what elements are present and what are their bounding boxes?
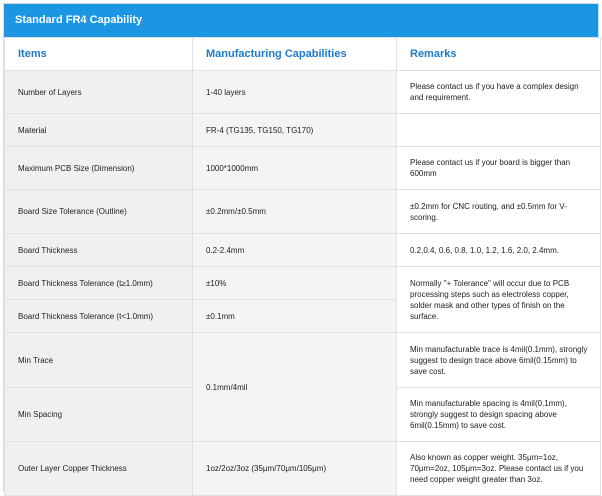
remark-cell: 0.2,0.4, 0.6, 0.8, 1.0, 1.2, 1.6, 2.0, 2.4mm. [397,234,601,267]
item-cell: Maximum PCB Size (Dimension) [5,147,193,190]
capability-table [4,37,601,496]
header-capabilities: Manufacturing Capabilities [193,38,397,71]
capability-table-panel [3,3,599,492]
remark-cell: Min manufacturable spacing is 4mil(0.1mm), strongly suggest to design spacing above 6mil(0.15mm) to save cost. [397,388,601,442]
header-remarks: Remarks [397,38,601,71]
table-row [5,190,601,234]
item-cell: Board Thickness [5,234,193,267]
table-row [5,333,601,388]
item-cell: Material [5,114,193,147]
item-cell: Min Spacing [5,388,193,442]
table-title: Standard FR4 Capability [4,4,598,37]
table-row [5,114,601,147]
item-cell: Board Size Tolerance (Outline) [5,190,193,234]
table-row [5,267,601,300]
table-row [5,442,601,496]
item-cell: Min Trace [5,333,193,388]
capability-cell: 0.2-2.4mm [193,234,397,267]
remark-cell: Please contact us if you have a complex design and requirement. [397,71,601,114]
item-cell: Number of Layers [5,71,193,114]
table-row [5,71,601,114]
capability-cell: ±10% [193,267,397,300]
capability-cell: FR-4 (TG135, TG150, TG170) [193,114,397,147]
remark-cell: Normally "+ Tolerance" will occur due to PCB processing steps such as electroless copper, solder mask and other types of finish on the surface. [397,267,601,333]
table-row [5,147,601,190]
remark-cell: Please contact us if your board is bigger than 600mm [397,147,601,190]
header-row [5,38,601,71]
remark-cell: ±0.2mm for CNC routing, and ±0.5mm for V-scoring. [397,190,601,234]
capability-cell: 0.1mm/4mil [193,333,397,442]
capability-cell: ±0.2mm/±0.5mm [193,190,397,234]
capability-cell: 1oz/2oz/3oz (35μm/70μm/105μm) [193,442,397,496]
capability-cell: ±0.1mm [193,300,397,333]
table-row [5,234,601,267]
remark-cell: Also known as copper weight. 35μm=1oz, 70μm=2oz, 105μm=3oz. Please contact us if you need copper weight greater than 3oz. [397,442,601,496]
remark-cell [397,114,601,147]
capability-cell: 1000*1000mm [193,147,397,190]
capability-cell: 1-40 layers [193,71,397,114]
header-items: Items [5,38,193,71]
item-cell: Board Thickness Tolerance (t≥1.0mm) [5,267,193,300]
remark-cell: Min manufacturable trace is 4mil(0.1mm), strongly suggest to design trace above 6mil(0.15mm) to save cost. [397,333,601,388]
item-cell: Outer Layer Copper Thickness [5,442,193,496]
item-cell: Board Thickness Tolerance (t<1.0mm) [5,300,193,333]
